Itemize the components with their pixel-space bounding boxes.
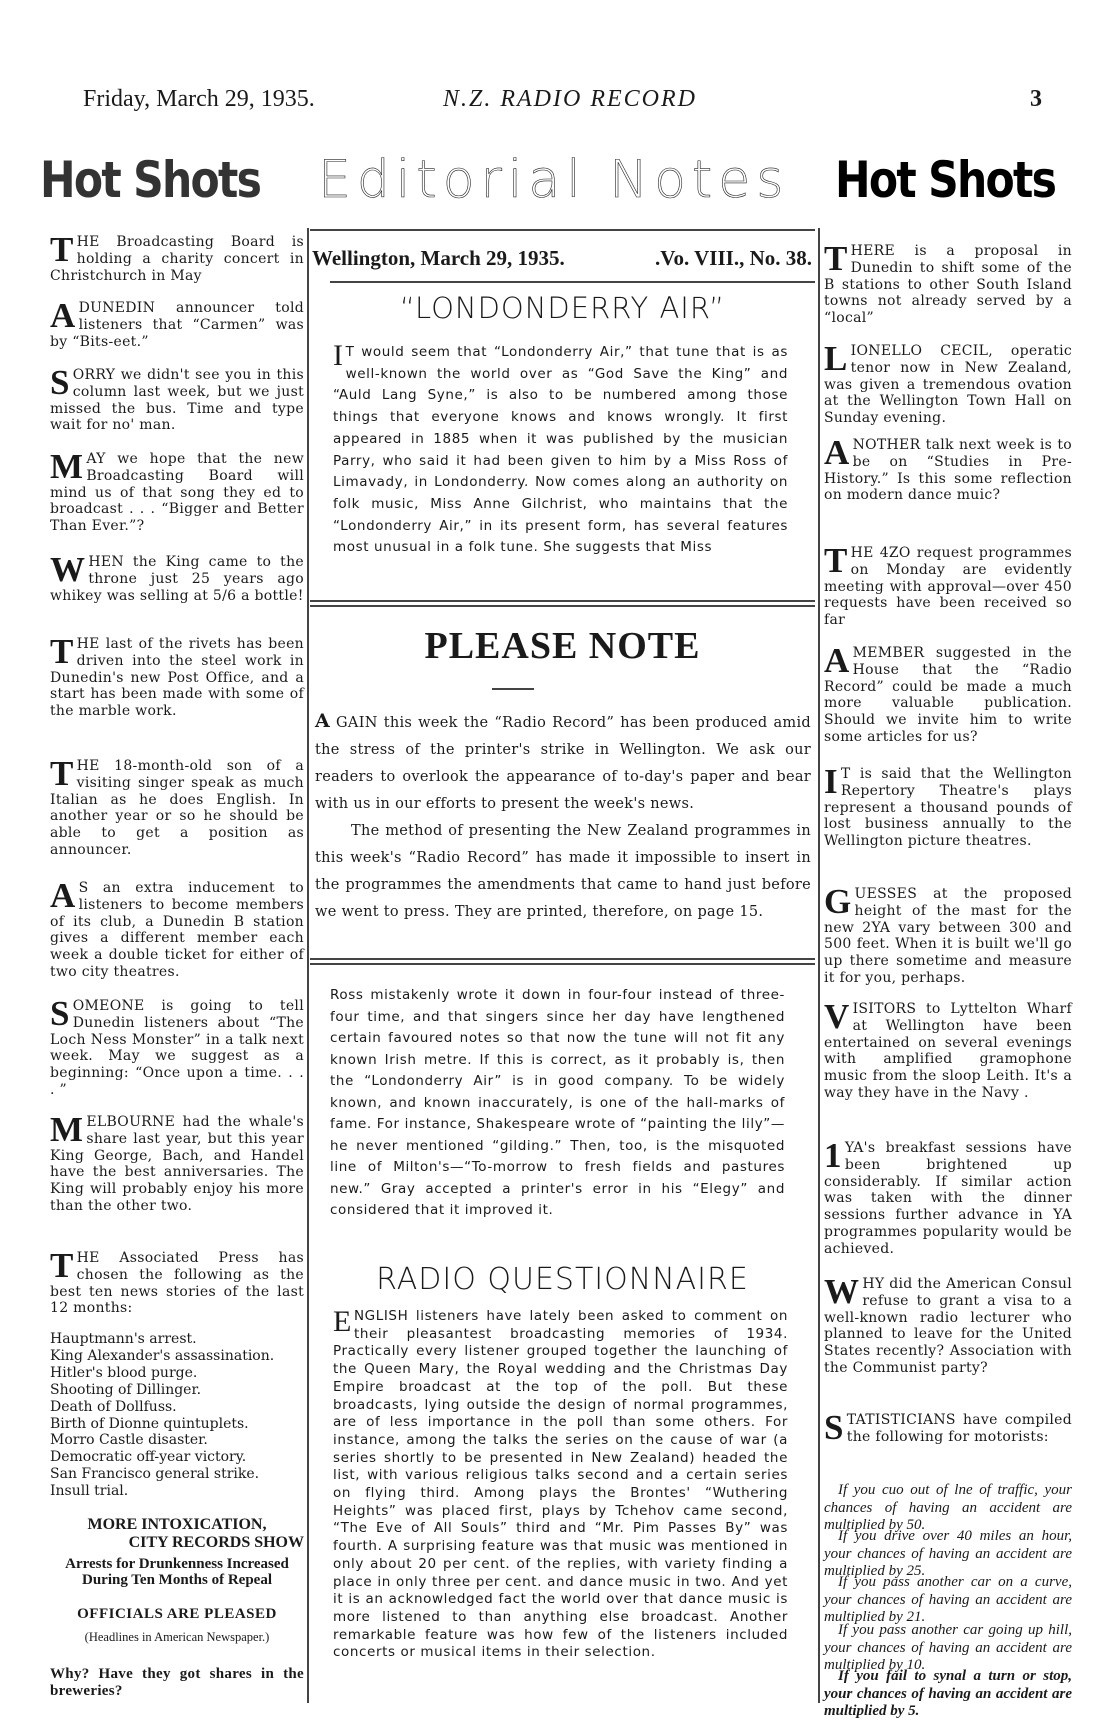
questionnaire-text: NGLISH listeners have lately been asked to comment on their pleasantest broadcasting memories of 1934. Practically every listener grouped together the launching of the Queen Mary, the Royal wedding and the Christmas Day Empire broadcast at the top of the poll. But these broadcasts, lying outside the design of normal programmes, are of less importance in the poll than some others. For instance, among the talks the series on the cause of war (a series shortly to be presented in New Zealand) headed the list, with various religious talks second and a certain series on flying third. Among plays the Brontes' “Wuthering Heights” was placed first, plays by Tchehov came second, “The Eve of All Souls” third and “Mr. Pim Passes By” was fourth. A surprising feature was that music was mentioned in only about 20 per cent. of the replies, with variety finding a place in only three per cent. and dance music in two. And yet it is an acknowledged fact the world over that dance music is more listened to than anything else broadcast. Another remarkable feature was how few of the listeners included concerts or musical items in their selection. bbox=[333, 1308, 788, 1661]
londonderry-body bbox=[333, 339, 788, 559]
item-text: HEN the King came to the throne just 25 years ago whikey was selling at 5/6 a bottle! bbox=[50, 554, 304, 604]
item-text: DUNEDIN announcer told listeners that “Carmen” was by “Bits-eet.” bbox=[50, 300, 304, 350]
please-note-para-2: The method of presenting the New Zealand programmes in this week's “Radio Record” has made it impossible to insert in the programmes the amendments that came to hand just before we went to press. They are printed, therefore, on page 15. bbox=[315, 823, 811, 920]
drop-cap: I bbox=[333, 339, 344, 372]
drop-cap: A bbox=[50, 296, 76, 335]
drop-cap: E bbox=[333, 1305, 352, 1338]
list-item: Democratic off-year victory. bbox=[50, 1449, 247, 1466]
item-text: S an extra inducement to listeners to become members of its club, a Dunedin B station gives a different member each week a double ticket for either of two city theatres. bbox=[50, 880, 304, 980]
hot-shots-heading-right: Hot Shots bbox=[835, 151, 1056, 209]
item-text: HE 4ZO request programmes on Monday are evidently meeting with approval—over 450 requests have been received so far bbox=[824, 545, 1072, 629]
drop-cap: T bbox=[50, 230, 74, 269]
hot-shot-item bbox=[50, 1110, 304, 1215]
item-text: TATISTICIANS have compiled the following for motorists: bbox=[846, 1412, 1072, 1445]
item-text: HE Broadcasting Board is holding a charity concert in Christchurch in May bbox=[50, 234, 304, 284]
hot-shot-item bbox=[50, 994, 304, 1099]
hot-shot-item bbox=[824, 239, 1072, 327]
list-item: Morro Castle disaster. bbox=[50, 1432, 208, 1449]
item-text: ELBOURNE had the whale's share last year, but this year King George, Bach, and Handel have the best anniversaries. The King will probably enjoy his more than the other two. bbox=[50, 1114, 304, 1214]
list-item: Insull trial. bbox=[50, 1483, 129, 1500]
masthead-bottom-rule bbox=[330, 281, 815, 283]
hot-shot-item bbox=[824, 541, 1072, 629]
drop-cap: T bbox=[50, 754, 74, 793]
list-item: Shooting of Dillinger. bbox=[50, 1381, 202, 1398]
hot-shot-item bbox=[50, 447, 304, 535]
notice-bottom-rule bbox=[310, 958, 815, 960]
notice-top-rule-2 bbox=[310, 605, 815, 607]
please-note-para-1 bbox=[315, 708, 811, 818]
drop-cap: A bbox=[824, 641, 850, 680]
drop-cap: M bbox=[50, 447, 84, 486]
drop-cap: V bbox=[824, 997, 850, 1036]
item-text: IONELLO CECIL, operatic tenor now in New Zealand, was given a tremendous ovation at the Wellington Town Hall on Sunday evening. bbox=[824, 343, 1072, 427]
item-text: MEMBER suggested in the House that the “Radio Record” could be made a much more valuable publication. Should we invite him to write some articles for us? bbox=[824, 645, 1072, 745]
hot-shot-item bbox=[824, 433, 1072, 504]
item-text: OMEONE is going to tell Dunedin listeners about “The Loch Ness Monster” in a talk next week. May we suggest as a beginning: “Once upon a time. . . . ” bbox=[50, 998, 304, 1098]
item-text: UESSES at the proposed height of the mast for the new 2YA vary between 300 and 500 feet. When it is built we'll go up there sometime and measure it for you, perhaps. bbox=[824, 886, 1072, 986]
notice-top-rule bbox=[310, 600, 815, 602]
londonderry-continued: Ross mistakenly wrote it down in four-four instead of three-four time, and that singers since her day have lengthened certain favoured notes so that now the tune will not fit any known Irish metre. If this is correct, as it probably is, then the “Londonderry Air” is in good company. To be widely known, and known inaccurately, is one of the hall-marks of fame. For instance, Shakespeare wrote of “painting the lily”—he never mentioned “gilding.” Then, too, is the misquoted line of Milton's—“To-morrow to fresh fields and pastures new.” Gray accepted a printer's error in his “Elegy” and considered that it improved it. bbox=[330, 987, 785, 1218]
item-text: HERE is a proposal in Dunedin to shift some of the B stations to other South Island towns not already served by a “local” bbox=[824, 243, 1072, 327]
drop-cap: 1 bbox=[824, 1136, 842, 1175]
drop-cap: S bbox=[824, 1408, 844, 1447]
drop-cap: A bbox=[824, 433, 850, 472]
drop-cap: A bbox=[50, 876, 76, 915]
hot-shot-item bbox=[824, 1408, 1072, 1447]
headline-source: (Headlines in American Newspaper.) bbox=[84, 1630, 270, 1644]
statistic-item: If you fail to synal a turn or stop, your chances of having an accident are multiplied by 5. bbox=[824, 1668, 1072, 1719]
headline-line-1: MORE INTOXICATION, bbox=[87, 1516, 267, 1533]
statistic-item: If you drive over 40 miles an hour, your chances of having an accident are multiplied by 25. bbox=[824, 1528, 1072, 1579]
publication-name: N.Z. RADIO RECORD bbox=[443, 86, 697, 112]
drop-cap: W bbox=[824, 1272, 860, 1311]
editorial-notes-heading: Editorial Notes bbox=[318, 150, 790, 210]
hot-shot-item bbox=[824, 762, 1072, 850]
drop-cap: T bbox=[824, 239, 848, 278]
londonderry-text: T would seem that “Londonderry Air,” that tune that is as well-known the world over as “God Save the King” and “Auld Lang Syne,” is also to be numbered among those things that everyone knows and knows wrongly. It first appeared in 1885 when it was published by the musician Parry, who said it had been given to him by a Miss Ross of Limavady, in Londonderry. Now comes along an authority on folk music, Miss Anne Gilchrist, who maintains that the “Londonderry Air,” in its present form, has several features most unusual in a folk tune. She suggests that Miss bbox=[333, 344, 788, 556]
hot-shots-heading-left: Hot Shots bbox=[40, 151, 261, 209]
radio-questionnaire-body bbox=[333, 1305, 788, 1662]
news-stories-list bbox=[50, 1331, 304, 1500]
drop-cap: L bbox=[824, 339, 848, 378]
please-note-title: PLEASE NOTE bbox=[424, 625, 701, 667]
list-item: King Alexander's assassination. bbox=[50, 1347, 275, 1364]
please-note-body bbox=[315, 708, 811, 926]
radio-questionnaire-title: RADIO QUESTIONNAIRE bbox=[376, 1262, 749, 1297]
drop-cap: S bbox=[50, 994, 70, 1033]
drop-cap: S bbox=[50, 363, 70, 402]
item-text: ORRY we didn't see you in this column last week, but we just missed the bus. Time and type wait for no' man. bbox=[50, 367, 304, 434]
item-text: YA's breakfast sessions have been brightened up considerably. If similar action was taken with the dinner sessions further advance in YA programmes popularity would be achieved. bbox=[824, 1140, 1072, 1257]
hot-shot-item bbox=[50, 754, 304, 859]
hot-shot-item bbox=[824, 1136, 1072, 1258]
masthead-volume: .Vo. VIII., No. 38. bbox=[655, 246, 812, 270]
drop-cap: M bbox=[50, 1110, 84, 1149]
list-item: Death of Dollfuss. bbox=[50, 1398, 177, 1415]
headline-line-3: Arrests for Drunkenness Increased During Ten Months of Repeal bbox=[65, 1556, 289, 1588]
item-text: ISITORS to Lyttelton Wharf at Wellington have been entertained on several evenings with amplified gramophone music from the sloop Leith. It's a way they have in the Navy . bbox=[824, 1001, 1072, 1101]
issue-date: Friday, March 29, 1935. bbox=[83, 86, 315, 112]
hot-shot-item bbox=[824, 1272, 1072, 1377]
item-text: NOTHER talk next week is to be on “Studies in Pre-History.” Is this some reflection on modern dance muic? bbox=[824, 437, 1072, 504]
hot-shot-item bbox=[50, 296, 304, 350]
hot-shot-item bbox=[50, 1246, 304, 1317]
page-number: 3 bbox=[1030, 86, 1042, 112]
item-text: HE Associated Press has chosen the following as the best ten news stories of the last 12 months: bbox=[50, 1250, 304, 1317]
masthead-top-rule bbox=[310, 229, 815, 231]
drop-cap: G bbox=[824, 882, 852, 921]
item-text: HY did the American Consul refuse to grant a visa to a well-known radio lecturer who planned to leave for the United States recently? Association with the Communist party? bbox=[824, 1276, 1072, 1376]
drop-cap: I bbox=[824, 762, 838, 801]
hot-shot-item bbox=[50, 632, 304, 720]
item-text: HE last of the rivets has been driven into the steel work in Dunedin's new Post Office, and a start has been made with some of the marble work. bbox=[50, 636, 304, 720]
drop-cap: T bbox=[50, 1246, 74, 1285]
para-text: GAIN this week the “Radio Record” has been produced amid the stress of the printer's strike in Wellington. We ask our readers to overlook the appearance of to-day's paper and bear with us in our efforts to present the week's news. bbox=[315, 715, 811, 812]
item-text: AY we hope that the new Broadcasting Board will mind us of that song they ed to broadcast . . . “Bigger and Better Than Ever.”? bbox=[50, 451, 304, 535]
hot-shot-item bbox=[824, 339, 1072, 427]
hot-shot-item bbox=[50, 550, 304, 604]
item-text: T is said that the Wellington Repertory Theatre's plays represent a thousand pounds of lost business annually to the Wellington picture theatres. bbox=[824, 766, 1072, 850]
list-item: Hauptmann's arrest. bbox=[50, 1331, 197, 1347]
hot-shot-item bbox=[824, 882, 1072, 987]
hot-shot-item bbox=[50, 230, 304, 284]
drop-cap: W bbox=[50, 550, 86, 589]
statistic-item: If you pass another car on a curve, your chances of having an accident are multiplied by 21. bbox=[824, 1574, 1072, 1625]
hot-shot-item bbox=[824, 641, 1072, 746]
list-item: San Francisco general strike. bbox=[50, 1466, 260, 1483]
headline-comment: Why? Have they got shares in the breweries? bbox=[50, 1666, 304, 1699]
drop-cap: T bbox=[50, 632, 74, 671]
headline-line-2: CITY RECORDS SHOW bbox=[128, 1534, 304, 1551]
statistic-item: If you cuo out of lne of traffic, your chances of having an accident are multiplied by 50. bbox=[824, 1482, 1072, 1533]
statistic-item: If you pass another car going up hill, your chances of having an accident are multiplied by 10. bbox=[824, 1622, 1072, 1673]
item-text: HE 18-month-old son of a visiting singer speak as much Italian as he does English. In another year or so he should be able to get a position as announcer. bbox=[50, 758, 304, 858]
londonderry-title: “LONDONDERRY AIR” bbox=[399, 291, 726, 325]
masthead-date: Wellington, March 29, 1935. bbox=[312, 246, 565, 270]
hot-shot-item bbox=[50, 363, 304, 434]
list-item: Hitler's blood purge. bbox=[50, 1364, 198, 1381]
column-divider-right bbox=[818, 228, 820, 1703]
drop-cap: T bbox=[824, 541, 848, 580]
notice-divider bbox=[492, 688, 534, 690]
hot-shot-item bbox=[824, 997, 1072, 1102]
drop-cap: A bbox=[315, 710, 331, 732]
hot-shot-item bbox=[50, 876, 304, 981]
notice-bottom-rule-2 bbox=[310, 963, 815, 965]
column-divider-left bbox=[307, 228, 309, 1703]
headline-line-4: OFFICIALS ARE PLEASED bbox=[77, 1606, 277, 1622]
list-item: Birth of Dionne quintuplets. bbox=[50, 1415, 249, 1432]
